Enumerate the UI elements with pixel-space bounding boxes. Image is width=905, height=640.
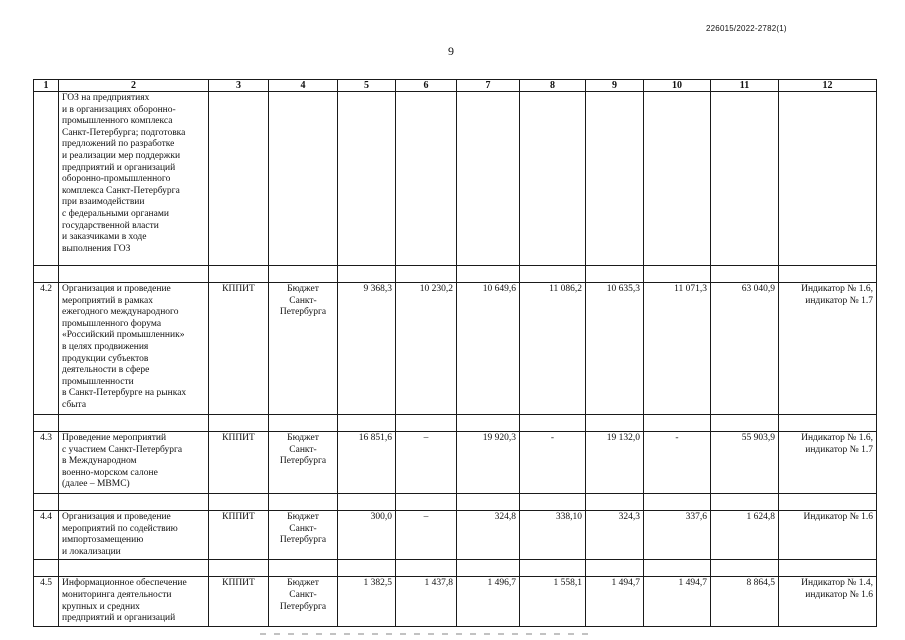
value-cell: 19 920,3: [457, 432, 520, 494]
value-cell: 1 494,7: [586, 577, 644, 627]
source-cell: [269, 92, 338, 266]
document-id: 226015/2022-2782(1): [706, 24, 787, 33]
value-cell: 338,10: [520, 511, 586, 560]
value-cell: 337,6: [644, 511, 711, 560]
executor-cell: КППИТ: [209, 283, 269, 415]
row-number: 4.2: [34, 283, 59, 415]
table-row-continuation: [34, 92, 877, 266]
table-row: [34, 432, 877, 494]
value-cell: -: [520, 432, 586, 494]
funding-source-cell: Бюджет Санкт- Петербурга: [269, 511, 338, 560]
value-cell: [338, 92, 396, 266]
row-number: 4.4: [34, 511, 59, 560]
table-row: [34, 283, 877, 415]
row-spacer: [34, 560, 877, 577]
value-cell: 9 368,3: [338, 283, 396, 415]
total-value-cell: 63 040,9: [711, 283, 779, 415]
activity-description: ГОЗ на предприятиях и в организациях оборонно- промышленного комплекса Санкт-Петербурга; подготовка предложений по разработке и реализации мер поддержки предприятий и организаций оборонно-промышленного комплекса Санкт-Петербурга при взаимодействии с федеральными органами государственной власти и заказчиками в ходе выполнения ГОЗ: [59, 92, 209, 266]
row-spacer: [34, 494, 877, 511]
indicator-cell: [779, 92, 877, 266]
activity-description: Организация и проведение мероприятий по содействию импортозамещению и локализации: [59, 511, 209, 560]
value-cell: 11 071,3: [644, 283, 711, 415]
value-cell: 10 230,2: [396, 283, 457, 415]
funding-source-cell: Бюджет Санкт- Петербурга: [269, 432, 338, 494]
total-value-cell: 8 864,5: [711, 577, 779, 627]
column-header: 1: [34, 80, 59, 92]
column-header: 7: [457, 80, 520, 92]
executor-cell: КППИТ: [209, 577, 269, 627]
program-activities-table: [33, 79, 877, 627]
value-cell: 10 649,6: [457, 283, 520, 415]
value-cell: 11 086,2: [520, 283, 586, 415]
indicator-cell: Индикатор № 1.6: [779, 511, 877, 560]
column-header-row: [34, 80, 877, 92]
value-cell: [586, 92, 644, 266]
row-number-cell: [34, 92, 59, 266]
activity-description: Информационное обеспечение мониторинга деятельности крупных и средних предприятий и организаций: [59, 577, 209, 627]
value-cell: –: [396, 432, 457, 494]
value-cell: 19 132,0: [586, 432, 644, 494]
indicator-cell: Индикатор № 1.4, индикатор № 1.6: [779, 577, 877, 627]
column-header: 5: [338, 80, 396, 92]
executor-cell: КППИТ: [209, 511, 269, 560]
column-header: 9: [586, 80, 644, 92]
row-spacer: [34, 266, 877, 283]
value-cell: –: [396, 511, 457, 560]
value-cell: [711, 92, 779, 266]
value-cell: 1 494,7: [644, 577, 711, 627]
value-cell: 324,3: [586, 511, 644, 560]
column-header: 12: [779, 80, 877, 92]
activity-description: Организация и проведение мероприятий в рамках ежегодного международного промышленного форума «Российский промышленник» в целях продвижения продукции субъектов деятельности в сфере промышленности в Санкт-Петербурге на рынках сбыта: [59, 283, 209, 415]
value-cell: 1 437,8: [396, 577, 457, 627]
funding-source-cell: Бюджет Санкт- Петербурга: [269, 283, 338, 415]
indicator-cell: Индикатор № 1.6, индикатор № 1.7: [779, 432, 877, 494]
column-header: 8: [520, 80, 586, 92]
value-cell: [457, 92, 520, 266]
value-cell: -: [644, 432, 711, 494]
total-value-cell: 1 624,8: [711, 511, 779, 560]
column-header: 4: [269, 80, 338, 92]
value-cell: [396, 92, 457, 266]
value-cell: [520, 92, 586, 266]
activity-description: Проведение мероприятий с участием Санкт-Петербурга в Международном военно-морском салоне (далее – МВМС): [59, 432, 209, 494]
row-number: 4.5: [34, 577, 59, 627]
row-spacer: [34, 415, 877, 432]
column-header: 3: [209, 80, 269, 92]
column-header: 2: [59, 80, 209, 92]
value-cell: 16 851,6: [338, 432, 396, 494]
value-cell: 10 635,3: [586, 283, 644, 415]
value-cell: [644, 92, 711, 266]
page-number: 9: [448, 44, 454, 58]
row-number: 4.3: [34, 432, 59, 494]
column-header: 11: [711, 80, 779, 92]
indicator-cell: Индикатор № 1.6, индикатор № 1.7: [779, 283, 877, 415]
total-value-cell: 55 903,9: [711, 432, 779, 494]
value-cell: 1 496,7: [457, 577, 520, 627]
executor-cell: [209, 92, 269, 266]
table-row: [34, 577, 877, 627]
column-header: 6: [396, 80, 457, 92]
executor-cell: КППИТ: [209, 432, 269, 494]
value-cell: 1 558,1: [520, 577, 586, 627]
value-cell: 324,8: [457, 511, 520, 560]
table-row: [34, 511, 877, 560]
value-cell: 1 382,5: [338, 577, 396, 627]
column-header: 10: [644, 80, 711, 92]
funding-source-cell: Бюджет Санкт- Петербурга: [269, 577, 338, 627]
value-cell: 300,0: [338, 511, 396, 560]
scan-artifact: [260, 633, 590, 635]
